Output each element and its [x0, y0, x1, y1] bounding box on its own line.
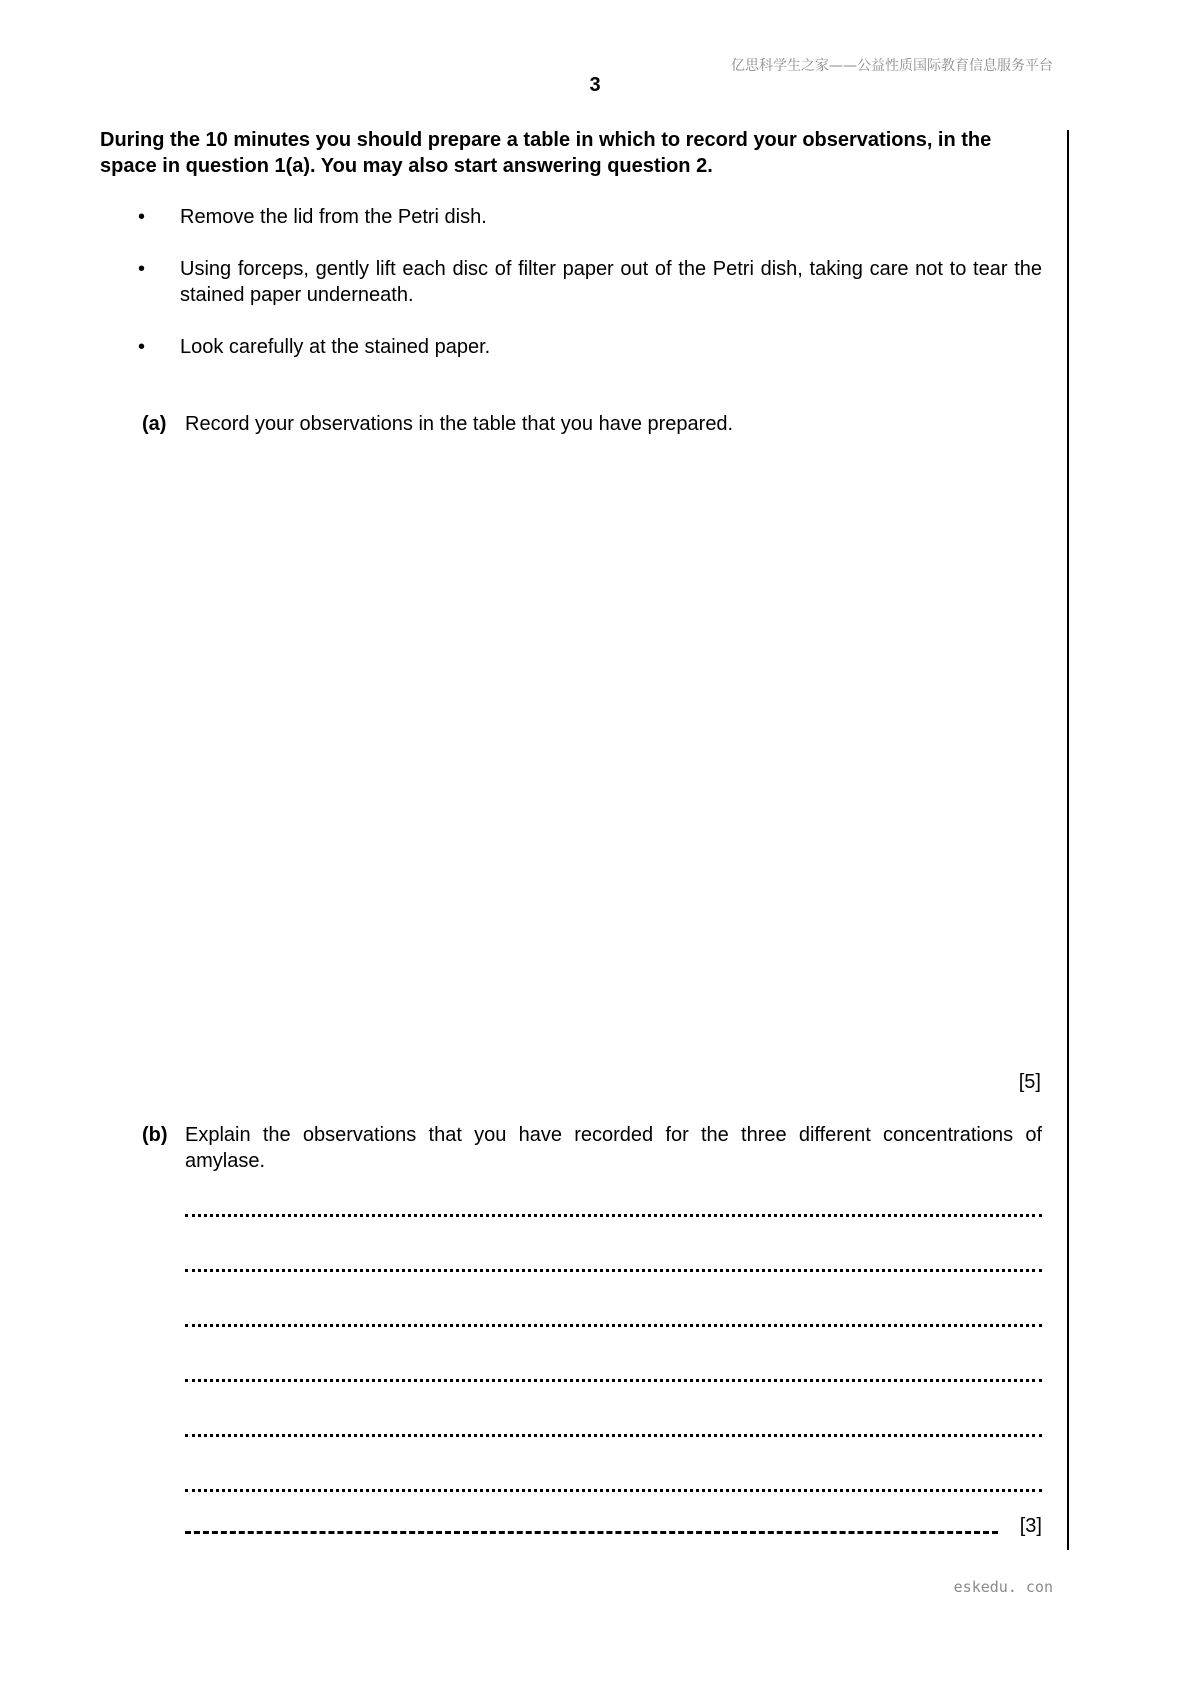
margin-rule: [1067, 130, 1069, 1550]
bullet-text: Look carefully at the stained paper.: [180, 336, 491, 358]
answer-line[interactable]: [185, 1265, 1042, 1272]
part-b-marks: [3]: [1019, 1515, 1042, 1537]
answer-line[interactable]: [185, 1531, 998, 1534]
answer-line[interactable]: [185, 1375, 1042, 1382]
bullet-icon: •: [138, 206, 146, 228]
page-number: 3: [589, 74, 601, 96]
list-item: [138, 334, 1042, 360]
bullet-text: Using forceps, gently lift each disc of filter paper out of the Petri dish, taking care not to tear the stained paper underneath.: [180, 258, 1042, 306]
bullet-icon: •: [138, 336, 146, 358]
answer-lines: [185, 1210, 1042, 1540]
part-a-text: Record your observations in the table that you have prepared.: [185, 413, 734, 435]
list-item: [138, 256, 1042, 308]
question-part-a: [142, 411, 1042, 437]
part-b-label: (b): [142, 1124, 168, 1146]
procedure-list: [138, 204, 1042, 386]
bullet-text: Remove the lid from the Petri dish.: [180, 206, 487, 228]
header-watermark: 亿思科学生之家——公益性质国际教育信息服务平台: [731, 58, 1053, 74]
answer-line[interactable]: [185, 1485, 1042, 1492]
answer-line[interactable]: [185, 1210, 1042, 1217]
intro-instructions: During the 10 minutes you should prepare a table in which to record your observations, in the space in question 1(a). You may also start answering question 2.: [100, 129, 992, 177]
observation-table-area[interactable]: [185, 450, 1042, 1050]
part-a-marks: [5]: [1018, 1071, 1041, 1093]
answer-line[interactable]: [185, 1320, 1042, 1327]
answer-line[interactable]: [185, 1430, 1042, 1437]
list-item: [138, 204, 1042, 230]
footer-watermark: eskedu. con: [953, 1578, 1053, 1596]
last-answer-row: [185, 1510, 1042, 1540]
part-b-text: Explain the observations that you have recorded for the three different concentrations of amylase.: [185, 1124, 1042, 1172]
part-a-label: (a): [142, 413, 167, 435]
question-part-b: [142, 1122, 1042, 1174]
bullet-icon: •: [138, 258, 146, 280]
